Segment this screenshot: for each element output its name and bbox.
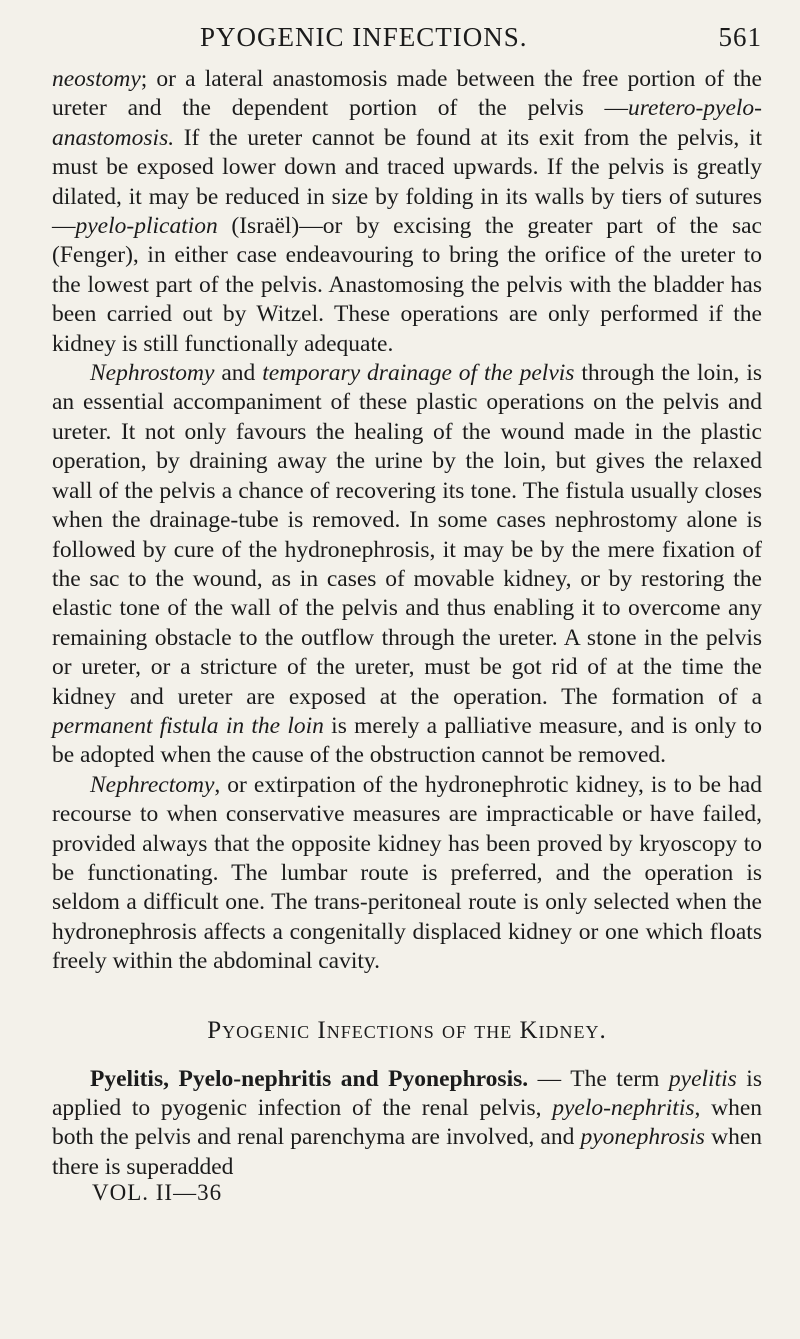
paragraph-4: [52, 1065, 762, 1183]
italic-text: pyonephrosis: [580, 1124, 705, 1151]
paragraph-3: [52, 771, 762, 977]
text-run: when there is superadded: [52, 1124, 762, 1180]
italic-text: temporary drainage of the pelvis: [262, 360, 575, 387]
paragraph-1: [52, 65, 762, 359]
page-number: 561: [718, 22, 762, 52]
italic-text: uretero-pyelo-anastomosis.: [52, 95, 762, 151]
italic-text: pyelo-nephritis: [552, 1095, 695, 1121]
signature-mark: VOL. II—36: [92, 1180, 223, 1206]
text-run: — The term: [528, 1065, 669, 1092]
text-run: , or extirpation of the hydronephrotic kidney, is to be had recourse to when conservative measures are impracticable or have failed, provided always that the opposite kidney has been proved by kryoscopy to be functionating. The lumbar route is preferred, and the operation is seldom a difficult one. The trans-peritoneal route is only selected when the hydronephrosis affects a congenitally displaced kidney or one which floats freely within the abdominal cavity.: [52, 771, 762, 975]
running-head: [200, 22, 762, 53]
text-run: If the ureter cannot be found at its exit from the pelvis, it must be exposed lower down and traced upwards. If the pelvis is greatly dilated, it may be reduced in size by folding in its walls by tiers of sutures—: [52, 124, 762, 240]
section-heading: Pyogenic Infections of the Kidney.: [207, 1016, 607, 1044]
text-run: , when both the pelvis and renal parenchyma are involved, and: [52, 1095, 763, 1151]
italic-text: Nephrectomy: [90, 771, 215, 798]
paragraph-lead: Pyelitis, Pyelo-nephritis and Pyonephrosis.: [90, 1065, 529, 1092]
text-run: is applied to pyogenic infection of the renal pelvis,: [52, 1065, 762, 1121]
paragraph-2: [52, 359, 762, 771]
running-title: PYOGENIC INFECTIONS.: [200, 22, 528, 52]
text-run: ; or a lateral anastomosis made between the free portion of the ureter and the dependent portion of the pelvis —: [52, 66, 762, 122]
italic-text: neostomy: [52, 66, 141, 92]
text-run: is merely a palliative measure, and is only to be adopted when the cause of the obstruction cannot be removed.: [52, 712, 762, 769]
italic-text: permanent fistula in the loin: [52, 712, 324, 739]
text-run: (Israël)—or by excising the greater part of the sac (Fenger), in either case endeavouring to bring the orifice of the ureter to the lowest part of the pelvis. Anastomosing the pelvis with the bladder has been carried out by Witzel. These operations are only performed if the kidney is still functionally adequate.: [52, 213, 762, 357]
text-run: through the loin, is an essential accompaniment of these plastic operations on the pelvis and ureter. It not only favours the healing of the wound made in the plastic operation, by draining away the urine by the loin, but gives the relaxed wall of the pelvis a chance of recovering its tone. The fistula usually closes when the drainage-tube is removed. In some cases nephrostomy alone is followed by cure of the hydronephrosis, it may be by the mere fixation of the sac to the wound, as in cases of movable kidney, or by restoring the elastic tone of the wall of the pelvis and thus enabling it to overcome any remaining obstacle to the outflow through the ureter. A stone in the pelvis or ureter, or a stricture of the ureter, must be got rid of at the time the kidney and ureter are exposed at the operation. The formation of a: [52, 360, 763, 710]
italic-text: pyelitis: [668, 1065, 737, 1092]
italic-text: pyelo-plication: [75, 213, 218, 240]
text-run: and: [214, 360, 263, 387]
italic-text: Nephrostomy: [90, 360, 215, 387]
